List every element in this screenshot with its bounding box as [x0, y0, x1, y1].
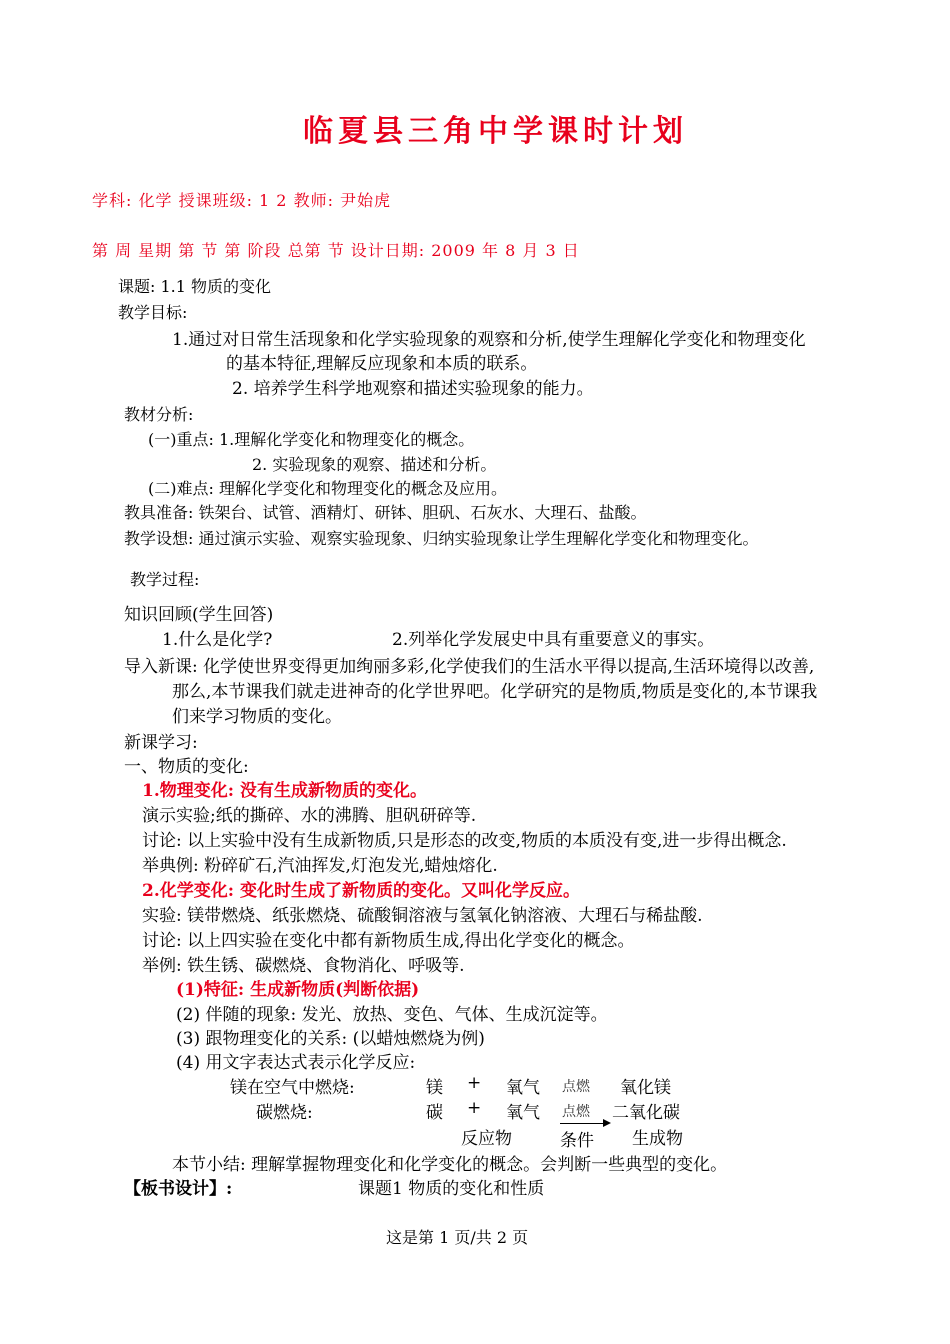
objective-2: 2. 培养学生科学地观察和描述实验现象的能力。 [232, 379, 594, 399]
equation-2-reactant-2: 氧气 [506, 1103, 540, 1123]
reactants-caption: 反应物 [461, 1129, 512, 1149]
equation-2-plus: + [467, 1098, 482, 1118]
equation-1-plus: + [467, 1073, 482, 1093]
feature-1-label: (1)特征: [176, 980, 251, 1000]
process-label: 教学过程: [130, 570, 200, 589]
review-question-2: 2.列举化学发展史中具有重要意义的事实。 [392, 630, 715, 650]
equation-1-label: 镁在空气中燃烧: [230, 1078, 355, 1098]
lesson-topic: 课题: 1.1 物质的变化 [118, 277, 272, 296]
chemical-change-definition: 2.化学变化: 变化时生成了新物质的变化。又叫化学反应。 [142, 881, 580, 901]
objective-1-line-1: 1.通过对日常生活现象和化学实验现象的观察和分析,使学生理解化学变化和物理变化 [172, 330, 806, 350]
difficulty: (二)难点: 理解化学变化和物理变化的概念及应用。 [148, 479, 507, 498]
board-design-value: 课题1 物质的变化和性质 [358, 1179, 545, 1199]
feature-4: (4) 用文字表达式表示化学反应: [176, 1053, 416, 1073]
document-title: 临夏县三角中学课时计划 [303, 114, 688, 149]
intro-line-3: 们来学习物质的变化。 [172, 707, 342, 727]
review-question-1: 1.什么是化学? [162, 630, 273, 650]
intro-line-2: 那么,本节课我们就走进神奇的化学世界吧。化学研究的是物质,物质是变化的,本节课我 [172, 682, 818, 702]
physical-demo: 演示实验;纸的撕碎、水的沸腾、胆矾研碎等. [142, 806, 477, 826]
objective-1-line-2: 的基本特征,理解反应现象和本质的联系。 [226, 354, 538, 374]
board-design-label: 【板书设计】: [124, 1179, 233, 1199]
equation-1-reactant-2: 氧气 [506, 1078, 540, 1098]
key-point-2: 2. 实验现象的观察、描述和分析。 [252, 455, 497, 474]
new-lesson-label: 新课学习: [124, 733, 198, 753]
feature-3: (3) 跟物理变化的关系: (以蜡烛燃烧为例) [176, 1029, 485, 1049]
section-heading-1: 一、物质的变化: [124, 757, 249, 777]
chemical-discussion: 讨论: 以上四实验在变化中都有新物质生成,得出化学变化的概念。 [142, 931, 635, 951]
condition-caption: 条件 [560, 1131, 594, 1151]
physical-change-definition: 1.物理变化: 没有生成新物质的变化。 [142, 781, 427, 801]
subject-teacher-line: 学科: 化学 授课班级: 1 2 教师: 尹始虎 [92, 191, 392, 210]
equation-2-label: 碳燃烧: [256, 1103, 313, 1123]
equation-2-reactant-1: 碳 [426, 1103, 443, 1123]
intro-line-1: 导入新课: 化学使世界变得更加绚丽多彩,化学使我们的生活水平得以提高,生活环境得以改善, [124, 657, 815, 677]
equation-1-product: 氧化镁 [620, 1078, 671, 1098]
equation-2-condition: 点燃 [562, 1104, 590, 1120]
physical-examples: 举典例: 粉碎矿石,汽油挥发,灯泡发光,蜡烛熔化. [142, 856, 498, 876]
equation-2-product: 二氧化碳 [612, 1103, 680, 1123]
reaction-arrow-head [603, 1119, 611, 1127]
product-caption: 生成物 [632, 1129, 683, 1149]
schedule-date-line: 第 周 星期 第 节 第 阶段 总第 节 设计日期: 2009 年 8 月 3 日 [92, 241, 580, 260]
chemical-examples: 举例: 铁生锈、碳燃烧、食物消化、呼吸等. [142, 956, 465, 976]
equation-1-reactant-1: 镁 [426, 1078, 443, 1098]
objectives-label: 教学目标: [118, 303, 188, 322]
reaction-arrow-shaft [560, 1123, 604, 1124]
analysis-label: 教材分析: [124, 405, 194, 424]
page-footer: 这是第 1 页/共 2 页 [386, 1228, 529, 1247]
review-heading: 知识回顾(学生回答) [124, 605, 274, 625]
key-point-1: (一)重点: 1.理解化学变化和物理变化的概念。 [148, 430, 475, 449]
physical-discussion: 讨论: 以上实验中没有生成新物质,只是形态的改变,物质的本质没有变,进一步得出概念. [142, 831, 787, 851]
feature-2: (2) 伴随的现象: 发光、放热、变色、气体、生成沉淀等。 [176, 1005, 608, 1025]
lesson-summary: 本节小结: 理解掌握物理变化和化学变化的概念。会判断一些典型的变化。 [172, 1155, 728, 1175]
teaching-design: 教学设想: 通过演示实验、观察实验现象、归纳实验现象让学生理解化学变化和物理变化。 [124, 529, 759, 548]
feature-1-value: 生成新物质(判断依据) [250, 980, 420, 1000]
chemical-experiments: 实验: 镁带燃烧、纸张燃烧、硫酸铜溶液与氢氧化钠溶液、大理石与稀盐酸. [142, 906, 703, 926]
equation-1-condition: 点燃 [562, 1079, 590, 1095]
feature-1 [176, 975, 419, 1000]
equipment: 教具准备: 铁架台、试管、酒精灯、研钵、胆矾、石灰水、大理石、盐酸。 [124, 503, 647, 522]
